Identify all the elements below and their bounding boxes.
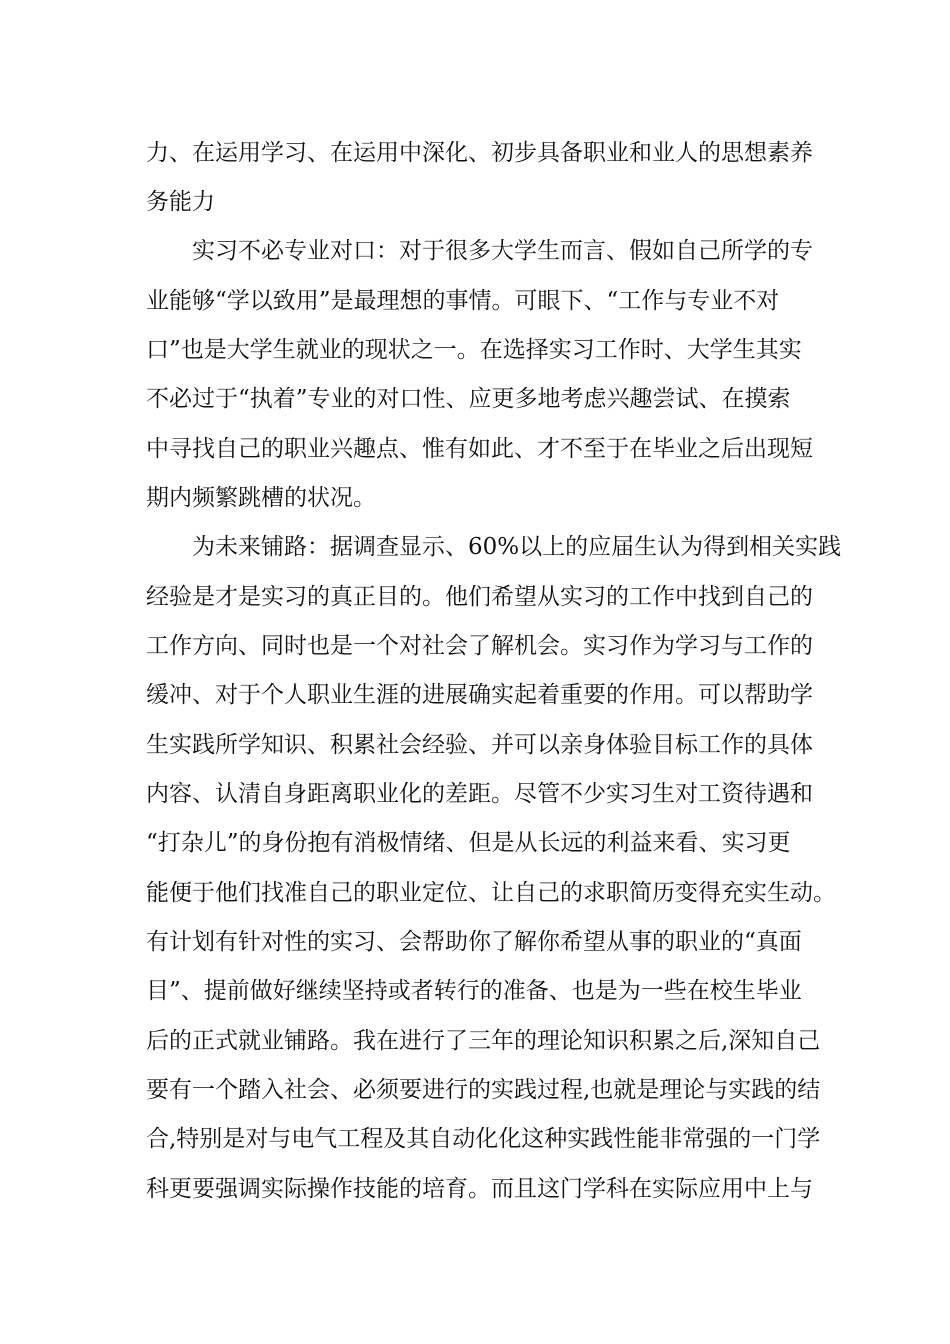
paragraph-first-line: 为未来铺路：据调查显示、60%以上的应届生认为得到相关实践 bbox=[192, 534, 842, 560]
text-line: 要有一个踏入社会、必须要进行的实践过程,也就是理论与实践的结 bbox=[146, 1077, 821, 1103]
text-line: 中寻找自己的职业兴趣点、惟有如此、才不至于在毕业之后出现短 bbox=[146, 436, 813, 462]
text-line: 不必过于“执着”专业的对口性、应更多地考虑兴趣尝试、在摸索 bbox=[146, 386, 791, 412]
text-line: 经验是才是实习的真正目的。他们希望从实习的工作中找到自己的 bbox=[146, 584, 813, 610]
text-line: 力、在运用学习、在运用中深化、初步具备职业和业人的思想素养 bbox=[146, 140, 813, 166]
paragraph-first-line: 实习不必专业对口：对于很多大学生而言、假如自己所学的专 bbox=[192, 238, 813, 264]
text-line: 目”、提前做好继续坚持或者转行的准备、也是为一些在校生毕业 bbox=[146, 978, 802, 1004]
text-line: 科更要强调实际操作技能的培育。而且这门学科在实际应用中上与 bbox=[146, 1176, 813, 1202]
text-line: 生实践所学知识、积累社会经验、并可以亲身体验目标工作的具体 bbox=[146, 732, 813, 758]
text-line: 合,特别是对与电气工程及其自动化化这种实践性能非常强的一门学 bbox=[146, 1126, 821, 1152]
text-line: 期内频繁跳槽的状况。 bbox=[146, 485, 376, 511]
text-line: 后的正式就业铺路。我在进行了三年的理论知识积累之后,深知自己 bbox=[146, 1028, 821, 1054]
text-line: 能便于他们找准自己的职业定位、让自己的求职简历变得充实生动。 bbox=[146, 880, 836, 906]
text-line: 有计划有针对性的实习、会帮助你了解你希望从事的职业的“真面 bbox=[146, 929, 802, 955]
text-line: 业能够“学以致用”是最理想的事情。可眼下、“工作与专业不对 bbox=[146, 288, 780, 314]
text-line: 工作方向、同时也是一个对社会了解机会。实习作为学习与工作的 bbox=[146, 633, 813, 659]
text-line: 务能力 bbox=[146, 189, 215, 215]
text-line: 缓冲、对于个人职业生涯的进展确实起着重要的作用。可以帮助学 bbox=[146, 682, 813, 708]
text-line: 口”也是大学生就业的现状之一。在选择实习工作时、大学生其实 bbox=[146, 337, 802, 363]
text-line: 内容、认清自身距离职业化的差距。尽管不少实习生对工资待遇和 bbox=[146, 781, 813, 807]
text-line: “打杂儿”的身份抱有消极情绪、但是从长远的利益来看、实习更 bbox=[146, 830, 791, 856]
